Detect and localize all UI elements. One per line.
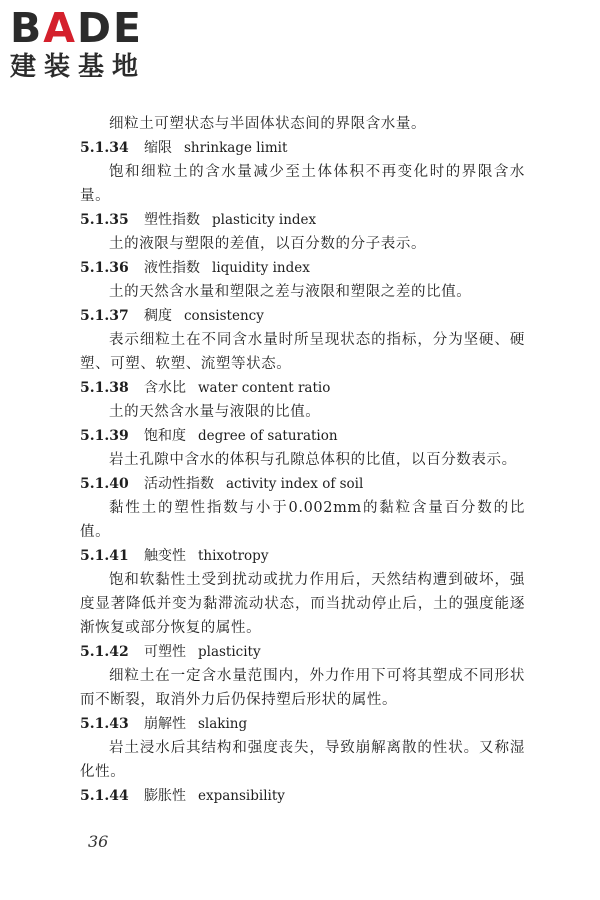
term-number: 5.1.44 — [80, 788, 129, 804]
term-chinese: 塑性指数 — [144, 212, 200, 228]
term-english: activity index of soil — [226, 476, 364, 492]
document-body — [80, 112, 525, 808]
term-definition: 细粒土在一定含水量范围内，外力作用下可将其塑成不同形状而不断裂，取消外力后仍保持塑后形状的属性。 — [80, 668, 525, 708]
term-english: liquidity index — [212, 260, 310, 276]
term-definition: 黏性土的塑性指数与小于0.002mm的黏粒含量百分数的比值。 — [80, 500, 525, 540]
term-number: 5.1.43 — [80, 716, 129, 732]
term-english: shrinkage limit — [184, 140, 288, 156]
term-number: 5.1.35 — [80, 212, 129, 228]
term-heading — [80, 712, 525, 736]
term-heading — [80, 784, 525, 808]
term-english: thixotropy — [198, 548, 269, 564]
term-english: slaking — [198, 716, 248, 732]
term-definition: 岩土孔隙中含水的体积与孔隙总体积的比值，以百分数表示。 — [109, 452, 517, 468]
term-chinese: 饱和度 — [144, 428, 186, 444]
term-chinese: 含水比 — [144, 380, 186, 396]
term-heading — [80, 472, 525, 496]
term-definition: 土的天然含水量和塑限之差与液限和塑限之差的比值。 — [109, 284, 472, 300]
term-chinese: 活动性指数 — [144, 476, 214, 492]
term-english: consistency — [184, 308, 264, 324]
term-number: 5.1.42 — [80, 644, 129, 660]
term-entries — [80, 136, 525, 808]
intro-paragraph: 细粒土可塑状态与半固体状态间的界限含水量。 — [109, 116, 427, 132]
term-english: expansibility — [198, 788, 285, 804]
term-english: water content ratio — [198, 380, 331, 396]
logo-wordmark: BADE — [10, 4, 144, 52]
term-english: degree of saturation — [198, 428, 338, 444]
term-definition: 表示细粒土在不同含水量时所呈现状态的指标，分为坚硬、硬塑、可塑、软塑、流塑等状态。 — [80, 332, 525, 372]
term-english: plasticity index — [212, 212, 317, 228]
term-english: plasticity — [198, 644, 261, 660]
term-definition: 饱和细粒土的含水量减少至土体体积不再变化时的界限含水量。 — [80, 164, 525, 204]
term-heading — [80, 544, 525, 568]
term-chinese: 可塑性 — [144, 644, 186, 660]
logo-subtitle: 建装基地 — [10, 52, 147, 82]
term-heading — [80, 136, 525, 160]
term-number: 5.1.37 — [80, 308, 129, 324]
term-heading — [80, 304, 525, 328]
term-number: 5.1.41 — [80, 548, 129, 564]
term-chinese: 膨胀性 — [144, 788, 186, 804]
term-heading — [80, 376, 525, 400]
page-number: 36 — [88, 832, 109, 851]
term-number: 5.1.38 — [80, 380, 129, 396]
term-definition: 饱和软黏性土受到扰动或扰力作用后，天然结构遭到破坏，强度显著降低并变为黏滞流动状态，而当扰动停止后，土的强度能逐渐恢复或部分恢复的属性。 — [80, 572, 525, 636]
term-number: 5.1.40 — [80, 476, 129, 492]
term-heading — [80, 208, 525, 232]
term-number: 5.1.34 — [80, 140, 129, 156]
term-heading — [80, 640, 525, 664]
term-number: 5.1.36 — [80, 260, 129, 276]
term-heading — [80, 256, 525, 280]
brand-logo — [10, 6, 185, 82]
term-definition: 土的液限与塑限的差值，以百分数的分子表示。 — [109, 236, 427, 252]
term-definition: 土的天然含水量与液限的比值。 — [109, 404, 321, 420]
term-heading — [80, 424, 525, 448]
term-chinese: 触变性 — [144, 548, 186, 564]
term-chinese: 液性指数 — [144, 260, 200, 276]
term-number: 5.1.39 — [80, 428, 129, 444]
term-chinese: 稠度 — [144, 308, 172, 324]
term-chinese: 缩限 — [144, 140, 172, 156]
term-definition: 岩土浸水后其结构和强度丧失，导致崩解离散的性状。又称湿化性。 — [80, 740, 525, 780]
term-chinese: 崩解性 — [144, 716, 186, 732]
